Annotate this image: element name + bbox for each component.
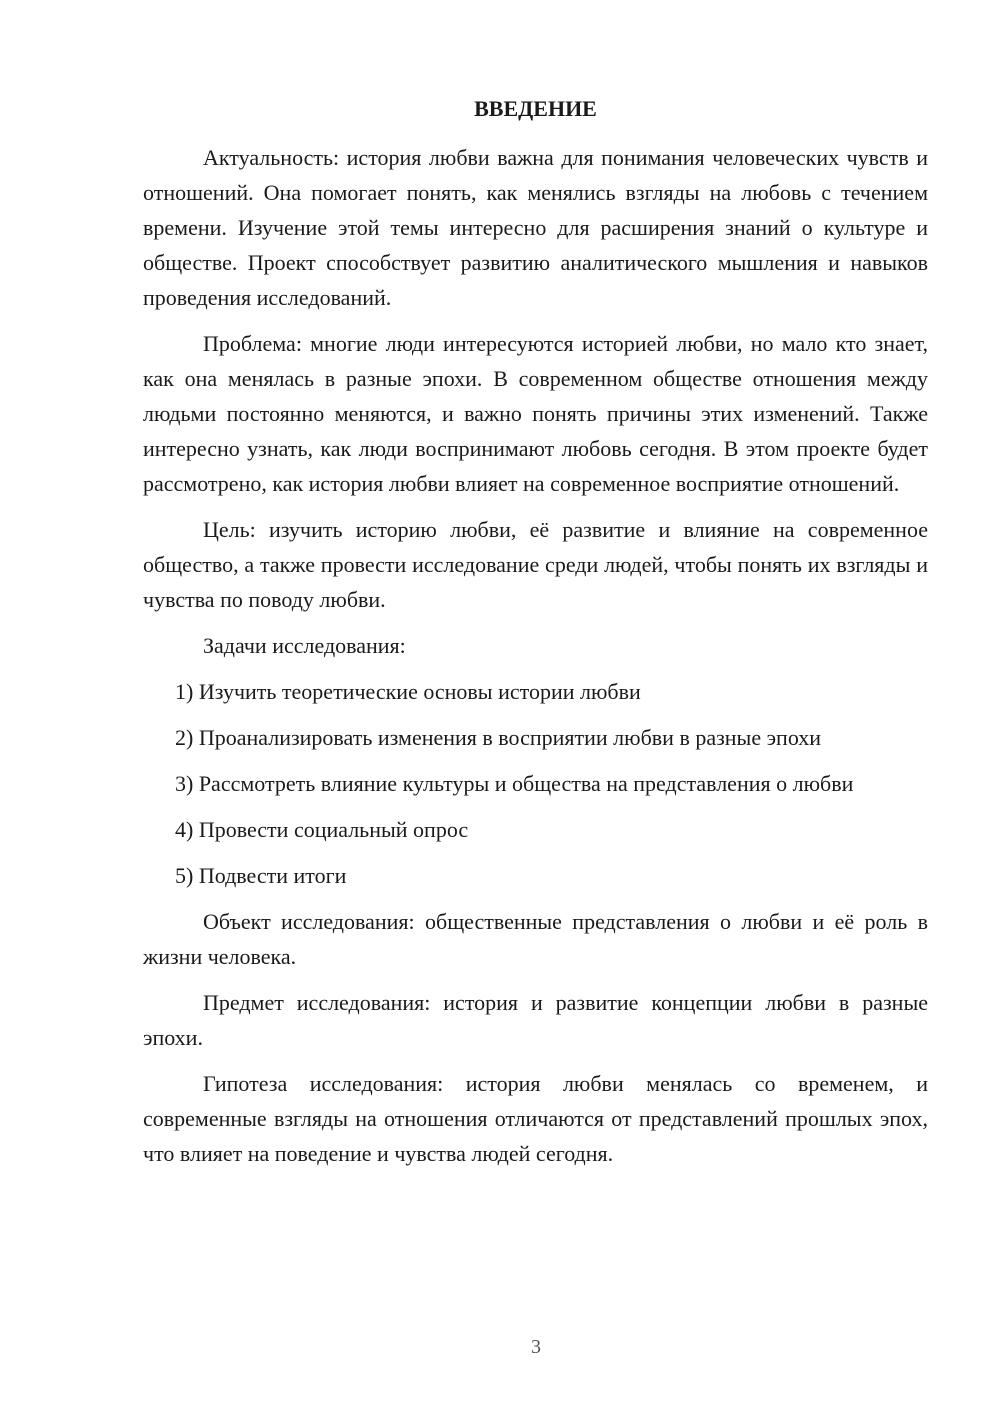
task-item-2: 2) Проанализировать изменения в восприятии любви в разные эпохи [175,725,822,750]
page-number: 3 [531,1336,541,1358]
task-item-1: 1) Изучить теоретические основы истории любви [175,679,641,704]
paragraph-object: Объект исследования: общественные представления о любви и её роль в жизни человека. [143,909,928,969]
page-content [143,92,928,1182]
task-item-5: 5) Подвести итоги [175,863,347,888]
task-item-4: 4) Провести социальный опрос [175,817,469,842]
paragraph-relevance: Актуальность: история любви важна для понимания человеческих чувств и отношений. Она помогает понять, как менялись взгляды на любовь с течением времени. Изучение этой темы интересно для расширения знаний о культуре и обществе. Проект способствует развитию аналитического мышления и навыков проведения исследований. [143,145,928,310]
section-title: ВВЕДЕНИЕ [474,96,597,121]
paragraph-tasks-heading: Задачи исследования: [203,633,406,658]
task-item-3: 3) Рассмотреть влияние культуры и общества на представления о любви [175,771,854,796]
paragraph-subject: Предмет исследования: история и развитие концепции любви в разные эпохи. [143,990,928,1050]
paragraph-goal: Цель: изучить историю любви, её развитие и влияние на современное общество, а также провести исследование среди людей, чтобы понять их взгляды и чувства по поводу любви. [143,517,928,612]
paragraph-hypothesis: Гипотеза исследования: история любви менялась со временем, и современные взгляды на отношения отличаются от представлений прошлых эпох, что влияет на поведение и чувства людей сегодня. [143,1071,928,1166]
paragraph-problem: Проблема: многие люди интересуются историей любви, но мало кто знает, как она менялась в разные эпохи. В современном обществе отношения между людьми постоянно меняются, и важно понять причины этих изменений. Также интересно узнать, как люди воспринимают любовь сегодня. В этом проекте будет рассмотрено, как история любви влияет на современное восприятие отношений. [143,331,928,496]
